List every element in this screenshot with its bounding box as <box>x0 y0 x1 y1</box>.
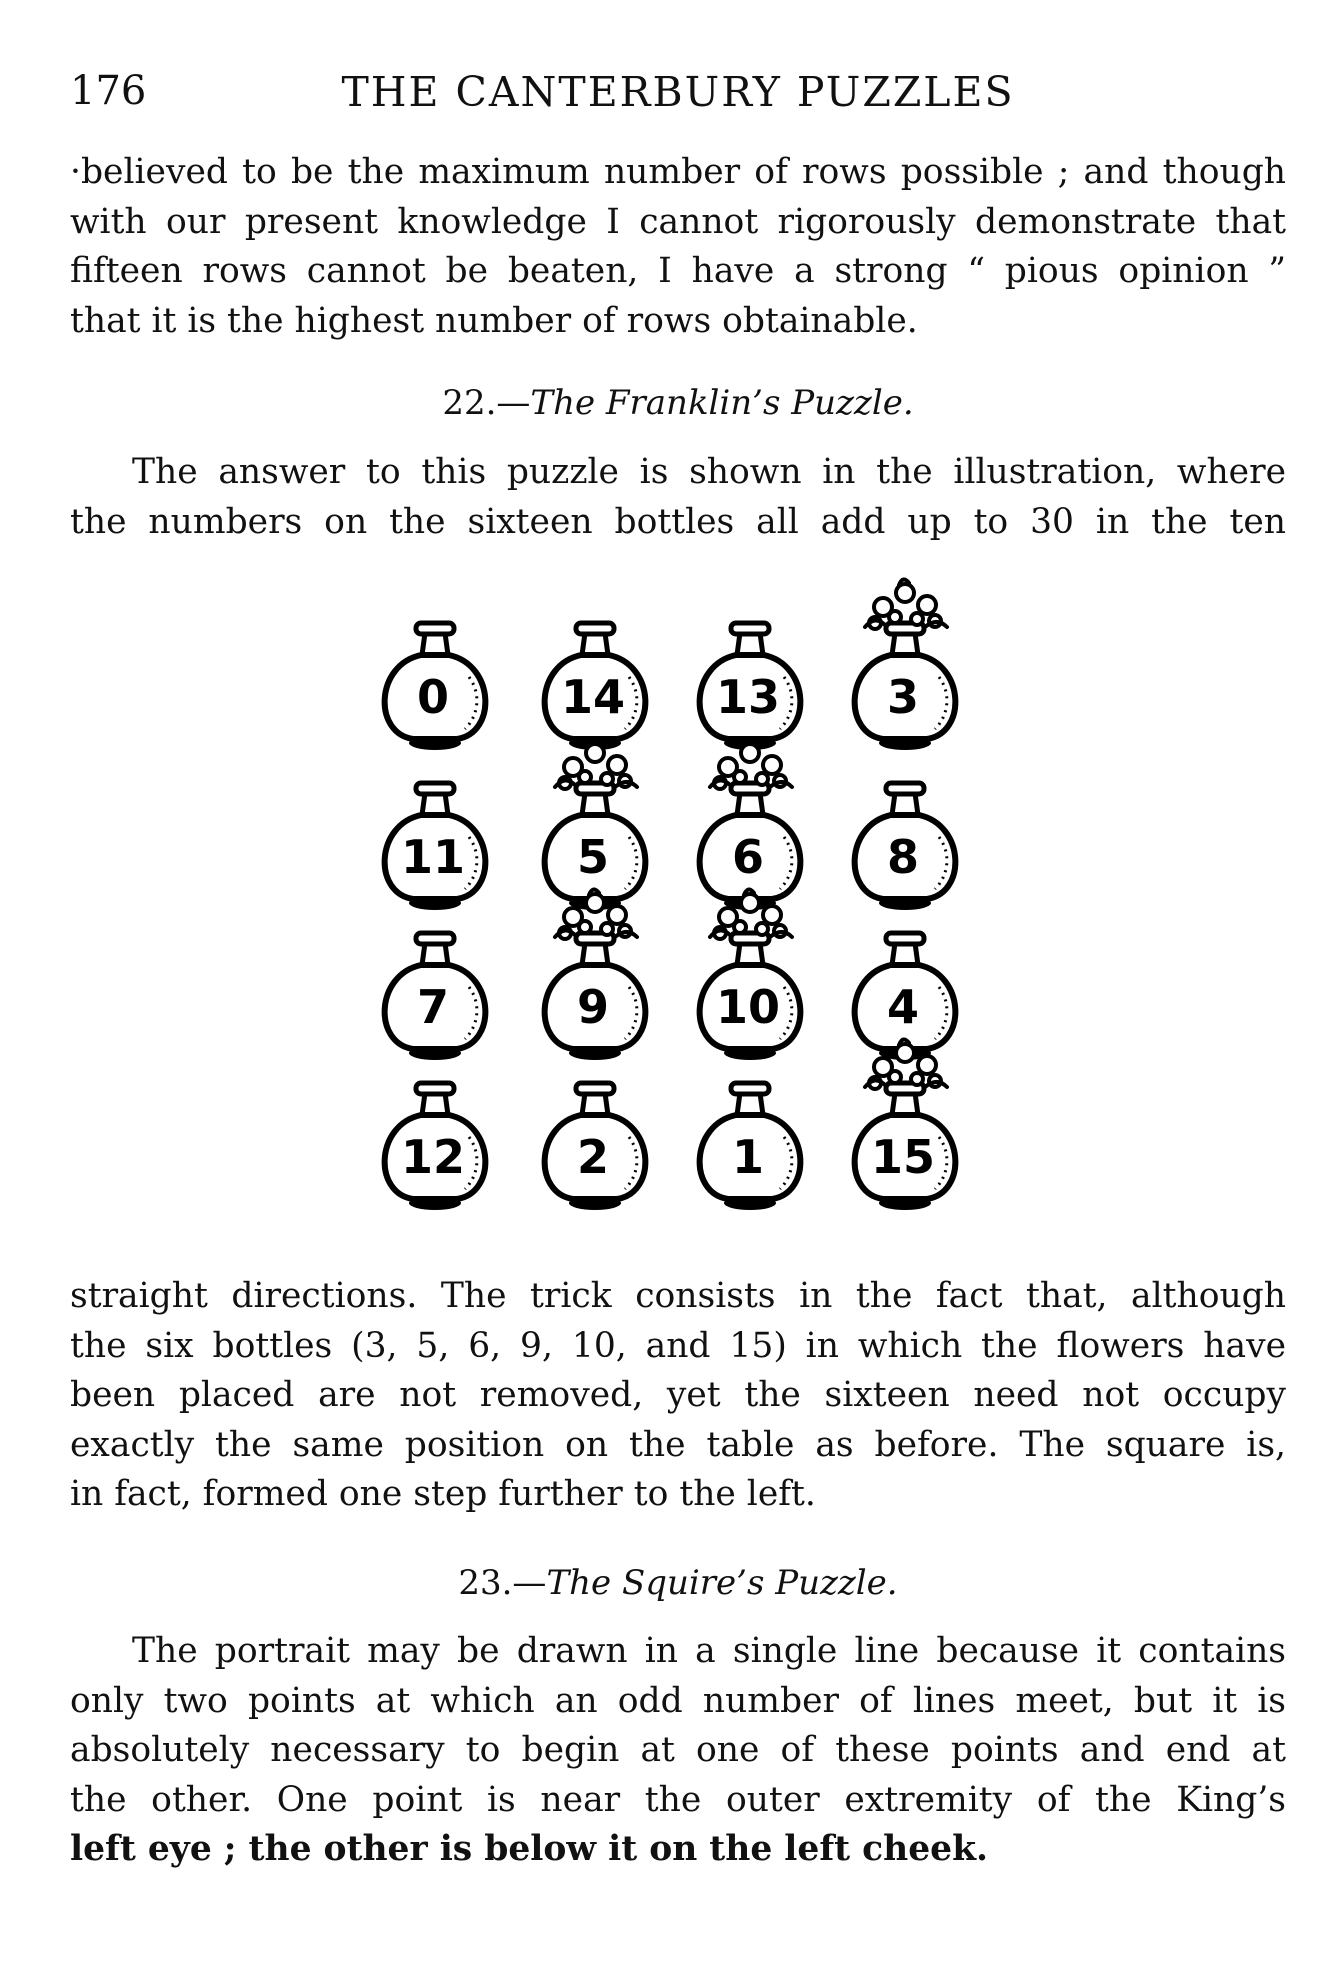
section-name: The Franklin’s Puzzle. <box>530 383 914 423</box>
text-line: the six bottles (3, 5, 6, 9, 10, and 15) in which the flowers have <box>70 1325 1286 1366</box>
page-header <box>70 68 1286 128</box>
bottle <box>545 889 646 1060</box>
bottle-number: 9 <box>576 980 610 1034</box>
bottle-number: 0 <box>416 670 450 724</box>
flower-petal <box>763 906 781 924</box>
text-line: left eye ; the other is below it on the left cheek. <box>70 1829 989 1869</box>
bottle-lip <box>416 783 454 794</box>
text-line: absolutely necessary to begin at one of these points and end at <box>70 1730 1286 1770</box>
text-line: ·believed to be the maximum number of rows possible ; and though <box>70 152 1286 192</box>
bottles-illustration <box>360 575 980 1230</box>
section-title-22 <box>70 383 1286 423</box>
flower-petal <box>911 613 923 625</box>
bottle <box>700 623 801 750</box>
bottle-number: 4 <box>886 980 920 1034</box>
bottle-lip <box>416 1083 454 1094</box>
bottle <box>545 623 646 750</box>
bottle <box>855 783 956 910</box>
paragraph-franklin-answer <box>70 448 1286 547</box>
bottles-grid <box>360 575 980 1230</box>
flower-petal <box>889 1071 901 1083</box>
flower-petal <box>734 771 746 783</box>
running-head: THE CANTERBURY PUZZLES <box>341 68 1015 116</box>
bottle-number: 11 <box>400 830 466 884</box>
text-line: The portrait may be drawn in a single line because it contains <box>132 1631 1286 1671</box>
text-line: been placed are not removed, yet the sixteen need not occupy <box>70 1375 1286 1415</box>
text-line: with our present knowledge I cannot rigorously demonstrate that <box>70 201 1286 242</box>
bottle <box>700 739 801 910</box>
bottle-lip <box>416 623 454 634</box>
flower-petal <box>734 921 746 933</box>
text-line: the numbers on the sixteen bottles all add up to 30 in the ten <box>70 501 1286 542</box>
paragraph-squire-answer <box>70 1627 1286 1875</box>
paragraph-rows-conclusion <box>70 148 1286 346</box>
bottle-number: 15 <box>870 1130 936 1184</box>
text-line: the other. One point is near the outer extremity of the King’s <box>70 1779 1286 1820</box>
flower-petal <box>579 921 591 933</box>
bottle <box>385 623 486 750</box>
bottle <box>385 783 486 910</box>
bottle-lip <box>731 1083 769 1094</box>
bottle-number: 3 <box>886 670 920 724</box>
text-line: that it is the highest number of rows obtainable. <box>70 300 918 341</box>
flower-petal <box>911 1073 923 1085</box>
bottle-number: 14 <box>560 670 626 724</box>
bottle-number: 6 <box>731 830 765 884</box>
bottle-number: 10 <box>715 980 781 1034</box>
bottle-lip <box>416 933 454 944</box>
section-name: The Squire’s Puzzle. <box>546 1563 898 1603</box>
flower-petal <box>608 756 626 774</box>
bottle <box>385 1083 486 1210</box>
flower-petal <box>918 1056 936 1074</box>
bottle-lip <box>576 623 614 634</box>
section-title-23 <box>70 1563 1286 1603</box>
flower-petal <box>889 611 901 623</box>
flower-petal <box>756 773 768 785</box>
flower-petal <box>763 756 781 774</box>
flower-petal <box>756 923 768 935</box>
bottle-number: 12 <box>400 1130 466 1184</box>
bottle-lip <box>886 933 924 944</box>
bottle-lip <box>886 783 924 794</box>
text-line: only two points at which an odd number of lines meet, but it is <box>70 1680 1286 1721</box>
bottle <box>385 933 486 1060</box>
section-number: 22.— <box>442 383 531 423</box>
text-line: fifteen rows cannot be beaten, I have a strong “ pious opinion ” <box>70 251 1286 291</box>
flower-petal <box>601 773 613 785</box>
section-number: 23.— <box>458 1563 547 1603</box>
text-line: in fact, formed one step further to the left. <box>70 1474 816 1514</box>
bottle-number: 13 <box>715 670 781 724</box>
bottle <box>700 1083 801 1210</box>
bottle-lip <box>731 623 769 634</box>
page-number: 176 <box>70 68 147 114</box>
bottle-lip <box>576 1083 614 1094</box>
bottle <box>545 1083 646 1210</box>
bottle-number: 5 <box>576 830 610 884</box>
flower-petal <box>918 596 936 614</box>
flower-petal <box>579 771 591 783</box>
flower-petal <box>601 923 613 935</box>
flower-petal <box>608 906 626 924</box>
text-line: exactly the same position on the table as before. The square is, <box>70 1424 1286 1465</box>
bottle-number: 7 <box>416 980 450 1034</box>
bottle <box>855 1039 956 1210</box>
text-line: straight directions. The trick consists in the fact that, although <box>70 1276 1286 1316</box>
bottle-number: 8 <box>886 830 920 884</box>
bottle <box>545 739 646 910</box>
bottle <box>700 889 801 1060</box>
text-line: The answer to this puzzle is shown in the illustration, where <box>132 452 1286 492</box>
paragraph-trick-explanation <box>70 1272 1286 1520</box>
bottle <box>855 579 956 750</box>
bottle-number: 2 <box>576 1130 610 1184</box>
bottle-number: 1 <box>731 1130 765 1184</box>
